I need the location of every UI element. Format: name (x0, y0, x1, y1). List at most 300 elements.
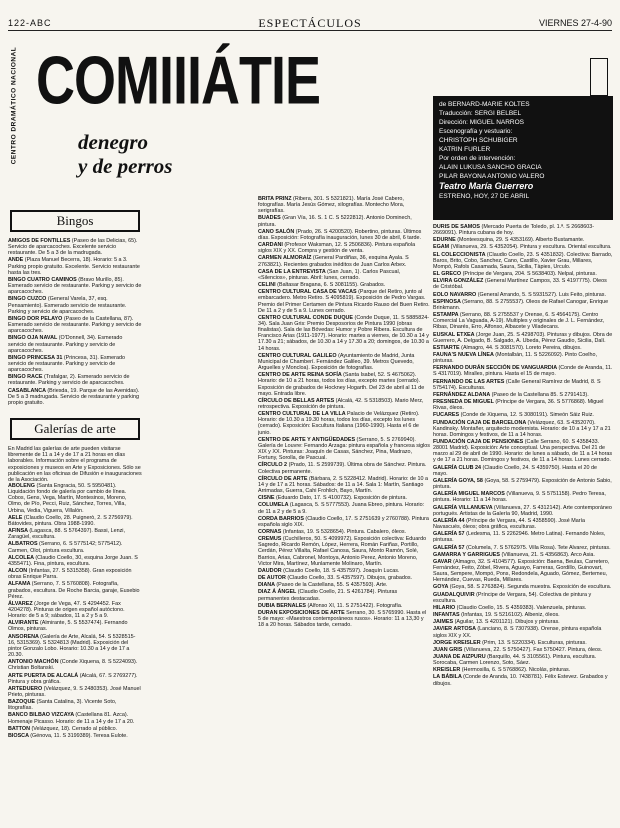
listing-details: (Almirante, 5. S 5537474). Fernando Olmos, pinturas. (8, 620, 128, 633)
listing-details: (Alcalá, 67. S 2769277). Pintura y obra gráfica. (8, 672, 138, 685)
galleries-list-a (8, 483, 142, 739)
listing-details: (Lagasca, 5. S 5777553). Juana Ebreo, pintura. Horario: de 11 a 2 y de 5 a 9. (258, 502, 425, 515)
listing-name: CASA DE LA ENTREVISTA (258, 268, 328, 275)
listing-entry (258, 582, 430, 588)
listing-entry (258, 603, 430, 609)
listing-details: (Almagro, 32. S 4104577). Exposición: Baena, Beulas, Carretero, Fernández, Feito, Zóbel, Rivera, Aguayo, Farreras, Gordillo, Guinovart, Saura, Sempere, Mompó, Pons, Redondela, Aguado, Gómez, Bertemeu, Hernández, Cuevas, Rueda, Millares. (433, 558, 610, 584)
listing-name: JAVIER ARTOSA (433, 626, 478, 633)
listing-entry (433, 412, 613, 418)
listing-name: BANCO BILBAO VIZCAYA (8, 712, 76, 719)
listing-details: (Santa Catalina, 3). Vicente Soto, litografías. (8, 699, 117, 712)
listing-entry (258, 372, 430, 397)
listing-details: (Claudio Coello, 28. Puignerò, 2. S 2756979). Bátovides, pintura. Obra 1988-1990. (8, 514, 133, 527)
listing-entry (8, 726, 142, 732)
listing-entry (8, 733, 142, 739)
listing-name: CARMEN ALMORAÍZ (258, 255, 313, 262)
listing-details: (Trafalgar, 2). Esmerado servicio de restaurante. Parking y servicio de aparcacoches. (8, 374, 130, 387)
listing-details: (Plaza Manuel Becerra, 18). Horario: 5 a 3. Parking propio gratuito. Excelente. Servicio restaurante hasta las tres. (8, 257, 140, 276)
listing-name: CARDANI (258, 242, 285, 249)
listing-entry (258, 476, 430, 494)
listing-entry (433, 271, 613, 277)
listing-entry (258, 215, 430, 227)
listing-name: GALERÍA GOYA, 58 (433, 477, 485, 484)
listing-name: AFINSA (8, 528, 30, 535)
listing-name: FUNDACIÓN CAJA DE BARCELONA (433, 419, 528, 426)
listing-details: (Paseo de la Castellana, 87). Esmerado servicio de restaurante. Parking y servicio de aparcacoches. (8, 315, 142, 335)
listing-name: BINGO OJA NAVAL (8, 335, 59, 342)
listing-details: (Santa Isabel, 52. S 4675062). Horario: de 10 a 21 horas, todos los días, excepto martes (cerrado). Exposición de grabados de Hockney Hogarth. Del 23 de abril al 11 de mayo. Entrada libre. (258, 372, 425, 397)
listing-name: EGAM (433, 244, 451, 251)
listing-entry (433, 237, 613, 243)
listing-details: (Alcalá, 42. S 5318503). Mario Merz, retrospectiva. Exposición de pintura. (258, 397, 424, 410)
listing-details: (Barquillo, 44. S 3105561). Pintura, escultura. Sorocaba, Carmen Lorenzo, Soto, Sáez. (433, 654, 597, 667)
listing-details: (O'Donnell, 34). Esmerado servicio de restaurante. Parking y servicio de aparcacoches. (8, 335, 123, 354)
scenographer-2: KATRIN FURLER (439, 146, 491, 153)
listing-entry (433, 465, 613, 477)
listing-name: FERNÁNDEZ ALDANA (433, 391, 492, 398)
listing-details: (Claudio Coello, 17. S 2751639 y 2760788). Pintura española siglo XIX. (258, 515, 429, 528)
listing-details: (General Varela, 37, esq. Pensamiento). Esmerado servicio de restaurante. Parking y servicio de aparcacoches. (8, 296, 127, 315)
listing-entry (8, 257, 142, 275)
listing-name: CANO SALÓN (258, 228, 296, 235)
listing-entry (8, 699, 142, 711)
listing-details: (Aguilar, 13. S 4201121). Dibujos y pinturas. (454, 619, 560, 626)
listing-name: EDURNE (433, 237, 458, 244)
listing-name: ARTEDUERO (8, 685, 44, 692)
listing-details: (Infantas, 27. S 5315358). Gran exposición obras Enrique Parra. (8, 568, 132, 581)
listing-entry (433, 224, 613, 236)
listing-name: FUCARES (433, 412, 461, 419)
listing-entry (433, 584, 613, 590)
listing-name: COLUMELA (258, 502, 290, 509)
listing-details: (Mercado Puerta de Toledo, pl. 1.ª. S 2668603-2669091). Pintura cubana de hoy. (433, 224, 595, 237)
listing-name: ARTE PUERTA DE ALCALÁ (8, 672, 80, 679)
listing-details: (Paseo de la Castellana, 55. S 4357593). Arte. (276, 582, 388, 589)
listing-details: (Galería de Arte, Alcalá, 54. S 5328515-16, 5315369). S 5324813 (Madrid). Exposición del pintor Gonzalo Lobo. Horario: 10.30 a 14 y de 17 a 20.30. (8, 633, 136, 659)
listing-entry (258, 282, 430, 288)
listing-details: (General Pardiñas, 36, esquina Ayala. S 2763821). Recientes grabados inéditos de Juan Carlos Arbex. (258, 255, 409, 268)
listing-name: ALCOLEA (8, 554, 36, 561)
listing-entry (433, 559, 613, 584)
listing-name: GUADALQUIVIR (433, 591, 477, 598)
listing-entry (8, 238, 142, 256)
listing-name: DE AUTOR (258, 575, 288, 582)
listing-name: JAIMES (433, 619, 455, 626)
listing-details: (Serrano, 6. S 5775142; 5775412). Carmen, Olot, pintura escultura. (8, 541, 123, 554)
listing-details: (Conde de Xiquena, 12. S 3080191). Simeón Sáiz Ruiz. (460, 412, 594, 419)
listing-entry (258, 462, 430, 474)
listing-entry (8, 277, 142, 295)
play-banner (8, 34, 426, 190)
listing-details: (Bravo Murillo, 85). Esmerado servicio de restaurante. Parking y servicio de aparcacoches. (8, 276, 142, 296)
listing-name: CÍRCULO DE ARTE (258, 475, 310, 482)
listing-details: (Villanueva, 9. S 5751158). Pedro Teresa, pintura. Horario: 11 a 14 horas. (433, 491, 606, 504)
listing-name: CISNE (258, 495, 276, 502)
direction-line: Dirección: MIGUEL NARROS (439, 119, 524, 126)
listing-details: (Goya, 58. S 2759479). Exposición de Antonio Sabio, pintura. (433, 477, 612, 491)
listing-name: BATTON (8, 725, 32, 732)
listing-details: (Conde Duque, 11. S 5885824-34). Sala Juan Gris: Premio Desposorios de Pintura 1990 (obras finalistas). Sala de las Bóvedas: Humor y Pobre Ribera. Escultura de Francisco Arias (1911-1977). Horario: martes a viernes, de 10.30 a 14 y 17.30 a 21; sábados, de 10.30 a 14 y 17.30 a 20; domingos, de 10.30 a 14 horas. (258, 314, 430, 352)
listing-entry (433, 252, 613, 270)
listing-details: (Príncipe de Vergara, 204. S 5638403). Nelpal, pinturas. (462, 271, 597, 278)
listing-entry (258, 315, 430, 352)
listing-details: (Eduardo Dato, 17. S 4100732). Exposición de pintura. (275, 495, 407, 502)
listing-details: (Serrano, 88. S 2755537 y Orense, 6. S 4564175). Centro Comercial La Vaguada, A-19). Multiples y originales de J. L. Fernández, Ribas, Dinarés, Erro, Alfonso, Albacete y Viladecans. (433, 312, 605, 331)
listing-entry (8, 335, 142, 353)
listing-name: ABOLENG (8, 483, 37, 489)
listing-name: JUAN GRIS (433, 646, 464, 653)
listing-details: (Villanueva, 27. S 4312142). Arte contemporáneo portugués. Artistas de la Galería 90, Madrid, 1990. (433, 504, 612, 517)
listing-name: JORGE KREISLER (433, 639, 483, 646)
listing-name: CENTRO CULTURAL DE LA VILLA (258, 411, 347, 418)
listing-entry (433, 674, 613, 686)
listing-details: (Calle General Ramírez de Madrid, 8. S 5754174). Esculturas. (433, 378, 601, 391)
listing-entry (433, 345, 613, 351)
listing-name: CÍRCULO DE BELLAS ARTES (258, 397, 336, 404)
cast-label: Por orden de intervención: (439, 155, 516, 162)
listing-name: CENTRO CULTURAL CONDE DUQUE (258, 314, 355, 321)
listing-name: EOLO NAVARRO (433, 291, 478, 298)
listing-details: (Ledesma, 11. S 2262946. Metro Latina). Fernando Noles, pinturas. (433, 531, 606, 544)
listing-details: (Calle Serrano, 60. S 4358433. 28001 Madrid). Exposición: Arte conceptual. Una perspectiva. Del 21 de marzo al 29 de abril de 1990. Horario: de lunes a sábado, de 11 a 14 horas y de 17 a 21 horas. Domingos y festivos, de 11 a 14 horas. Lunes cerrado. (433, 439, 613, 464)
listing-name: ANDE (8, 257, 25, 264)
listing-details: (Prim, 13. S 5220334). Esculturas, pinturas. (482, 639, 587, 646)
listing-details: (Villanueva, 21. S 4356863). Arco Asia. (501, 551, 595, 558)
listing-entry (258, 575, 430, 581)
listing-details: (Claudio Coello, 24. S 4359750). Hasta el 20 de mayo. (433, 464, 598, 477)
listing-entry (258, 196, 430, 214)
listing-entry (258, 289, 430, 314)
listing-details: (Prado, 26. S 4200520). Robertino, pinturas. Últimos días. Exposición: Fotografía inauguración, lunes 30 de abril, 6 tarde. (258, 228, 422, 241)
listing-name: ALVIRANTE (8, 620, 40, 627)
listing-name: ESTIARTE (433, 344, 462, 351)
listing-name: ANTONIO MACHÓN (8, 659, 61, 666)
scenography-label: Escenografía y vestuario: (439, 128, 513, 135)
listing-details: (Parque del Retiro, junto al embarcadero. Metro Retiro. S 4095819). Exposición de Pedro Vargas. Premio del Primer Certamen de Pintura Ricardo Rauso del Buen Retiro. De 11 a 2 y de 5 a 9. Lunes cerrado. (258, 289, 430, 314)
issue-date: VIERNES 27-4-90 (538, 18, 612, 28)
cast-line-2: PILAR BAYONA ANTONIO VALERO (439, 173, 545, 180)
listing-entry (433, 545, 613, 551)
listing-details: (Villanueva, 29. S 4352054). Pintura y escultura. Oriental escultura. (450, 244, 612, 251)
listing-details: (San Juan, 1). Carlos Pascual, «Silencios», pinturas. Abril: lunes, cerrado. (258, 268, 401, 281)
listing-name: FERNANDO DURÁN SECCIÓN DE VANGUARDIA (433, 365, 559, 372)
listing-name: CORDA BARRIOS (258, 515, 306, 522)
premiere-line: ESTRENO, HOY, 27 DE ABRIL (439, 193, 530, 200)
listing-entry (258, 495, 430, 501)
listing-entry (433, 478, 613, 490)
listing-details: (Claudio Coello, 30, esquina Jorge Juan. S 4355471). Fina, pintura, escultura. (8, 554, 138, 567)
listing-entry (433, 626, 613, 638)
listing-name: LA BÁBILA (433, 674, 464, 681)
listing-entry (258, 529, 430, 535)
listing-name: GALERÍA 44 (433, 517, 467, 524)
listing-details: (Goya, 58. S 2763824). Segunda muestra. Exposición de escultura. (449, 584, 612, 591)
subtitle-line-2: y de perros (78, 154, 173, 178)
column-2 (258, 196, 430, 794)
listing-name: CENTRO DE ARTE Y ANTIGÜEDADES (258, 436, 357, 443)
listing-entry (433, 244, 613, 250)
listing-details: (Jorge Juan, 25. S 4298703). Pinturas y dibujos. Obra de Guerrero, A. Delgado, B. Salgado, A. Ubeda, Pérez Gaudio, Sicilia, Dalí. (433, 331, 613, 344)
listing-entry (8, 515, 142, 527)
listing-details: (Génova, 11. S 3199389). Teresa Eulote. (30, 732, 128, 739)
page-header (8, 16, 612, 31)
listing-details: (Lanciano, 8. S 7307938). Orense, pintura española siglos XIX y XX. (433, 626, 602, 639)
listing-name: GOYA (433, 584, 450, 591)
listing-details: (General Arrando, 5. S 5931527). Luis Feito, pinturas. (477, 291, 606, 298)
listing-details: Palacio de Velázquez (Retiro). Horario: de 10.30 a 19.30 horas, todos los días, excepto los lunes (cerrado). Exposición: Escultura Italiana (1960-1990). Hasta el 6 de junio. (258, 411, 420, 436)
listing-name: BINGO RACE (8, 374, 44, 381)
listing-details: (Gran Vía, 16. S. 1 C. S 5222812). Antonio Dominech, pintura. (258, 215, 412, 228)
listing-entry (433, 552, 613, 558)
listing-details: (Profesor Waksman, 12. S 2506836). Pintura española siglos XIX y XX. Compra y gestión de venta. (258, 242, 416, 255)
listing-entry (433, 352, 613, 364)
listing-name: AMIGOS DE FONTILLES (8, 238, 72, 244)
listing-details: (Paseo de la Castellana 85. S 2791413). (491, 391, 589, 398)
play-subtitle (78, 130, 172, 178)
listing-name: ÁLVAREZ (8, 600, 35, 607)
listing-name: DURAN EXPOSICIONES DE ARTE (258, 609, 347, 616)
listing-name: CORNAS (258, 528, 283, 535)
listing-details: (Jorge de Vega, 47. S 4294452. Fax 4204278). Pinturas de origen español autóctono. Horario: de 5 a 9; sábados, 11 a 2 y 5 a 9. (8, 600, 125, 620)
listing-name: DUBIA BERNALES (258, 602, 308, 609)
listing-name: ESTAMPA (433, 312, 460, 319)
listing-entry (433, 647, 613, 653)
listing-name: FUNDACIÓN CAJA DE PENSIONES (433, 439, 525, 445)
listing-entry (258, 242, 430, 254)
listing-entry (433, 399, 613, 411)
listing-entry (8, 601, 142, 619)
listing-name: ALCON (8, 568, 29, 575)
listing-entry (8, 388, 142, 406)
column-1 (8, 198, 142, 820)
listing-name: FAUNA'S NUEVA LÍNEA (433, 351, 496, 358)
listing-details: (Paseo de las Delicias, 65). Servicio de aparcacoches. Excelente servicio restaurante. De 5 a 3 de la madrugada. (8, 238, 138, 257)
listing-entry (8, 634, 142, 659)
listing-name: CÍRCULO 2 (258, 462, 289, 469)
listing-details: (Claudio Coello, 23. S 4351832). Colectiva: Barrado, Baros, Brito, Cobo, Sanchez, Cano, Castillo, Xavier Grau, Millares, Mompó, Rafols Casamada, Saura, Sicilia, Tàpies, Urculo. (433, 251, 613, 270)
listing-details: (Serrano, 5. S 2769940). Galería de Louvre: Fernando Arzaga: pintura española y francesa siglos XIX y XX. Pinturas: Joaquín de Casas, Sánchez, Pina, Madrazo, Fortuny, Sorolla, de Pascual. (258, 436, 430, 462)
listing-name: CASABLANCA (8, 387, 48, 394)
listing-entry (258, 589, 430, 601)
listing-name: GAMARRA Y GARRIGUES (433, 551, 502, 558)
listing-entry (433, 612, 613, 618)
listing-entry (433, 365, 613, 377)
listing-entry (8, 673, 142, 685)
listing-details: (Villanueva, 22. S 5750427). Fax 5750427. Pintura, óleos. (463, 646, 603, 653)
listing-details: (Baltasar Bragana, 6. S 3081155). Grabados. (277, 282, 386, 289)
listing-entry (8, 296, 142, 314)
listing-details: (Infantas, 19. S 5328654). Pintura. Cabalero, óleos. (282, 528, 407, 535)
listing-name: GALERÍA CLUB 24 (433, 464, 483, 471)
listing-details: Serrano, 30. S 5765990. Hasta el 5 de mayo: «Maestros contemporáneos rusos». Horario: 11 a 13,30 y 18 a 20 horas. Sábados tarde, cerrado. (258, 609, 427, 629)
listing-name: BINGO CUATRO CAMINOS (8, 276, 79, 283)
listing-details: (Castellana 81. Azca). Homenaje Picasso. Horario: de 11 a 14 y de 17 a 20. (8, 712, 135, 725)
play-credits-ad (433, 96, 613, 220)
listing-name: BAZOQUE (8, 699, 37, 706)
listing-name: CENTRO CULTURAL GALILEO (258, 352, 339, 359)
listing-entry (8, 686, 142, 698)
listing-details: (Monteesquina, 29. S 4353169). Alberto Bustamante. (457, 237, 585, 244)
listing-entry (8, 541, 142, 553)
listing-entry (258, 353, 430, 371)
galleries-list-b (258, 196, 430, 628)
listing-name: GALERÍA MIGUEL MARCOS (433, 491, 507, 498)
listing-entry (8, 316, 142, 334)
listing-entry (8, 555, 142, 567)
listing-details: (Conde de Aranda, 11. S 4317019). Miralles, pintura. Hasta el 15 de mayo. (433, 365, 613, 378)
listing-entry (8, 355, 142, 373)
listing-entry (433, 292, 613, 298)
listing-details: (Prado, 11. S 2599739). Última obra de Sánchez. Pintura. Colectiva permanente. (258, 462, 427, 475)
listing-name: GALERÍA 57 (433, 544, 467, 551)
listing-name: INFANTAS (433, 612, 462, 619)
listing-details: (Príncipe de Vergara, 44. S 4358590). José María Navascués, óleos; obra gráfica, esculturas. (433, 517, 586, 531)
listing-entry (433, 420, 613, 438)
bingos-heading: Bingos (10, 210, 140, 232)
listing-details: (Santa Engracia, 50. S 5950481). Liquidación fondo de galería por cambio de línea. Cobos, Gens, Vega, Martín, Montesinos, Moreno, Olmo, de Pío, Pecci, Ruiz, Sánchez, Torres, Villa, Urbina, Vedia, Viguera, Villalón. (8, 483, 127, 514)
listing-name: BUADES (258, 215, 283, 222)
theatre-emblem-icon (590, 58, 608, 96)
listing-name: CREMUS (258, 536, 283, 543)
listing-entry (258, 229, 430, 241)
listing-details: (Claudio Coello, 15. S 4359383). Valenzuela, pinturas. (456, 604, 587, 611)
listing-entry (433, 667, 613, 673)
listing-name: GALERÍA 57 (433, 531, 467, 538)
cast-line-1: ALAIN LUKUSA SANCHO GRACIA (439, 164, 542, 171)
listing-entry (8, 581, 142, 599)
listing-details: (Ribera, 301. S 5321821). María José Cabero, fotografías. María Jesús Gómez, xilografías. Montecho Mora, serigrafías. (258, 196, 405, 215)
listing-entry (8, 528, 142, 540)
listing-entry (433, 379, 613, 391)
listing-entry (433, 531, 613, 543)
listing-name: CENTRO CULTURAL CASA DE VACAS (258, 289, 359, 296)
listing-entry (433, 605, 613, 611)
listing-entry (8, 483, 142, 514)
listing-name: EL COLECCIONISTA (433, 251, 487, 258)
listing-entry (433, 299, 613, 311)
listing-details: (Alfonso XI, 11. S 2751422). Fotografía. (307, 602, 403, 609)
listing-name: AELE (8, 514, 24, 521)
section-title: ESPECTÁCULOS (258, 16, 362, 30)
listing-entry (258, 269, 430, 281)
listing-entry (8, 712, 142, 724)
translation-line: Traducción: SERGI BELBEL (439, 110, 522, 117)
listing-name: DAUDOR (258, 567, 284, 574)
listing-entry (433, 505, 613, 517)
listing-name: ANSORENA (8, 633, 41, 640)
listing-details: (General Martínez Campos, 33. S 4197775). Oleos de Cristóbal. (433, 278, 607, 291)
listing-name: DIAZ Á ÁNGEL (258, 589, 298, 596)
listing-name: ALBATROS (8, 541, 40, 548)
listing-details: (Montalbán, 11. S 5226092). Pinto Coelho, pinturas. (433, 351, 597, 365)
listing-entry (258, 568, 430, 574)
listing-entry (433, 491, 613, 503)
listing-name: ELVIRA GONZÁLEZ (433, 278, 485, 285)
author-line: de BERNARD-MARIE KOLTES (439, 101, 530, 108)
galleries-list-c (433, 224, 613, 687)
listing-name: BINGO DOR PELAYO (8, 315, 64, 322)
listing-entry (258, 536, 430, 567)
column-3 (433, 224, 613, 822)
listing-entry (433, 392, 613, 398)
listing-details: (Lagasca, 88. S 5764397). Bassi, Lenzi, Zaragüel, escultura. (8, 528, 125, 541)
galleries-intro: En Madrid las galerías de arte pueden visitarse libremente de 11 a 14 y de 17 a 21 horas en días laborables. Información sobre el programa de exposiciones y museos en Arte y Exposiciones. Sólo se publicación en las oficinas de Difusión e inauguraciones de la Asociación. (8, 446, 142, 483)
listing-entry (8, 374, 142, 386)
listing-name: BINGO PRINCESA 31 (8, 354, 64, 361)
listing-name: BIOSCA (8, 732, 31, 739)
listing-details: (Columela, 7. S 5762975. Villa Rosa). Tete Alvarez, pinturas. (466, 544, 611, 551)
subtitle-line-1: denegro (78, 130, 148, 154)
listing-details: (Serrano, 88. S 2755537). Oleos de Rafael Canogar, Enrique Brinkmann. (433, 298, 609, 311)
listing-name: DIANA (258, 582, 277, 589)
listing-name: EL GRECO (433, 271, 463, 278)
listing-name: FRESNEDA DE MIGUEL (433, 399, 496, 406)
listing-name: FERNANDO DE LAS ARTES (433, 378, 506, 385)
listing-details: (Claudio Coello, 33. S 4357597). Dibujos, grabados. (287, 575, 413, 582)
listing-entry (8, 568, 142, 580)
listing-details: (Bárbara, 2. S 5228412. Madrid). Horario: de 10 a 14 y de 17 a 21 horas. Sábados: de 11 a 14. Sala 1: Martín, Santiago Arrimadas, Guerra, Cahi Frohlich, Bayo, Martín. (258, 475, 428, 495)
bingos-list (8, 238, 142, 406)
listing-name: DURIS DE SAMOS (433, 224, 482, 230)
listing-name: EUSKAL ETXEA (433, 331, 476, 338)
listing-details: (Conde de Aranda, 10. 7438781). Félix Estevez. Grabados y dibujos. (433, 674, 608, 687)
listing-name: CELINI (258, 282, 278, 289)
listing-entry (433, 592, 613, 604)
listing-details: (Almagro, 44. S 3081570). Loreto Pereira, dibujos. (461, 344, 582, 351)
listing-details: (Infantas, 19. S 5216102). Albeniz, óleos. (461, 612, 560, 619)
listing-details: (Claudio Coello, 18. S 4357597). Joaquín Lucas. (283, 567, 400, 574)
listing-entry (258, 610, 430, 628)
listing-entry (433, 518, 613, 530)
listing-details: (Velázquez, 9. S 2480353). José Manuel Prieto, pinturas. (8, 685, 141, 698)
listing-name: ESPINOSA (433, 298, 463, 305)
listing-details: (Velázquez, 18). Cerrado al público. (31, 725, 118, 732)
listing-details: (Serrano, 7. S 5760808). Fotografía, grabados, escultura. De Roche Barcia, garaje, Eusebio Pérez. (8, 581, 140, 600)
listing-name: KREISLER (433, 667, 462, 674)
listing-details: (Príncipe de Vergara, 36. S 5776868). Miguel Rivas, óleos. (433, 399, 604, 412)
listing-name: CENTRO DE ARTE REINA SOFÍA (258, 372, 344, 379)
listing-entry (8, 659, 142, 671)
listing-entry (258, 398, 430, 410)
page-number: 122-ABC (8, 18, 52, 28)
theatre-name: Teatro María Guerrero (439, 181, 534, 191)
listing-details: (Príncipe de Vergara, 54). Colectiva de pintura y escultura. (433, 591, 592, 604)
listing-name: HILARIO (433, 604, 457, 611)
listing-entry (433, 312, 613, 330)
listing-details: (Briesda, 19. Parque de las Avenidas). De 5 a 3 madrugada. Servicio de restaurante y parking propio gratuito. (8, 387, 140, 406)
listing-details: (Hermosilla, 6. S 5768862). Nicolás, pinturas. (461, 667, 571, 674)
listing-details: (Conde Xiquena, 8. S 5224093). Christian Boltanski. (8, 659, 138, 672)
listing-name: JUANA DE AIZPURU (433, 654, 488, 660)
listing-details: (Velázquez, 63. S 4352070). Kandinsky. Montañer, arquitecto modernista. Horario: de 10 a 14 y 17 a 21 horas. Domingos y festivos, de 11 a 14 horas. (433, 419, 611, 438)
listing-name: BRITA PRINZ (258, 196, 294, 202)
listing-entry (433, 439, 613, 464)
vertical-label: CENTRO DRAMÁTICO NACIONAL (10, 46, 18, 165)
listing-entry (258, 437, 430, 462)
listing-entry (433, 654, 613, 666)
listing-details: (Princesa, 31). Esmerado servicio de restaurante. Parking y servicio de aparcacoches. (8, 354, 125, 374)
listing-entry (8, 620, 142, 632)
galleries-heading: Galerías de arte (10, 418, 140, 440)
listing-details: (Claudio Coello, 21. S 4261784). Pinturas permanentes destacadas. (258, 589, 398, 602)
scenographer-1: CHRISTOPH SCHUBIGER (439, 137, 518, 144)
listing-entry (258, 255, 430, 267)
listing-entry (258, 516, 430, 528)
listing-entry (258, 502, 430, 514)
listing-name: ALFAMA (8, 581, 32, 588)
listing-entry (433, 278, 613, 290)
listing-details: (Ayuntamiento de Madrid, Junta Municipal de Chamberí. Fernández Galileo, 39. Metros Quevedo, Arguelles y Moncloa). Exposición de fotografías. (258, 352, 415, 372)
